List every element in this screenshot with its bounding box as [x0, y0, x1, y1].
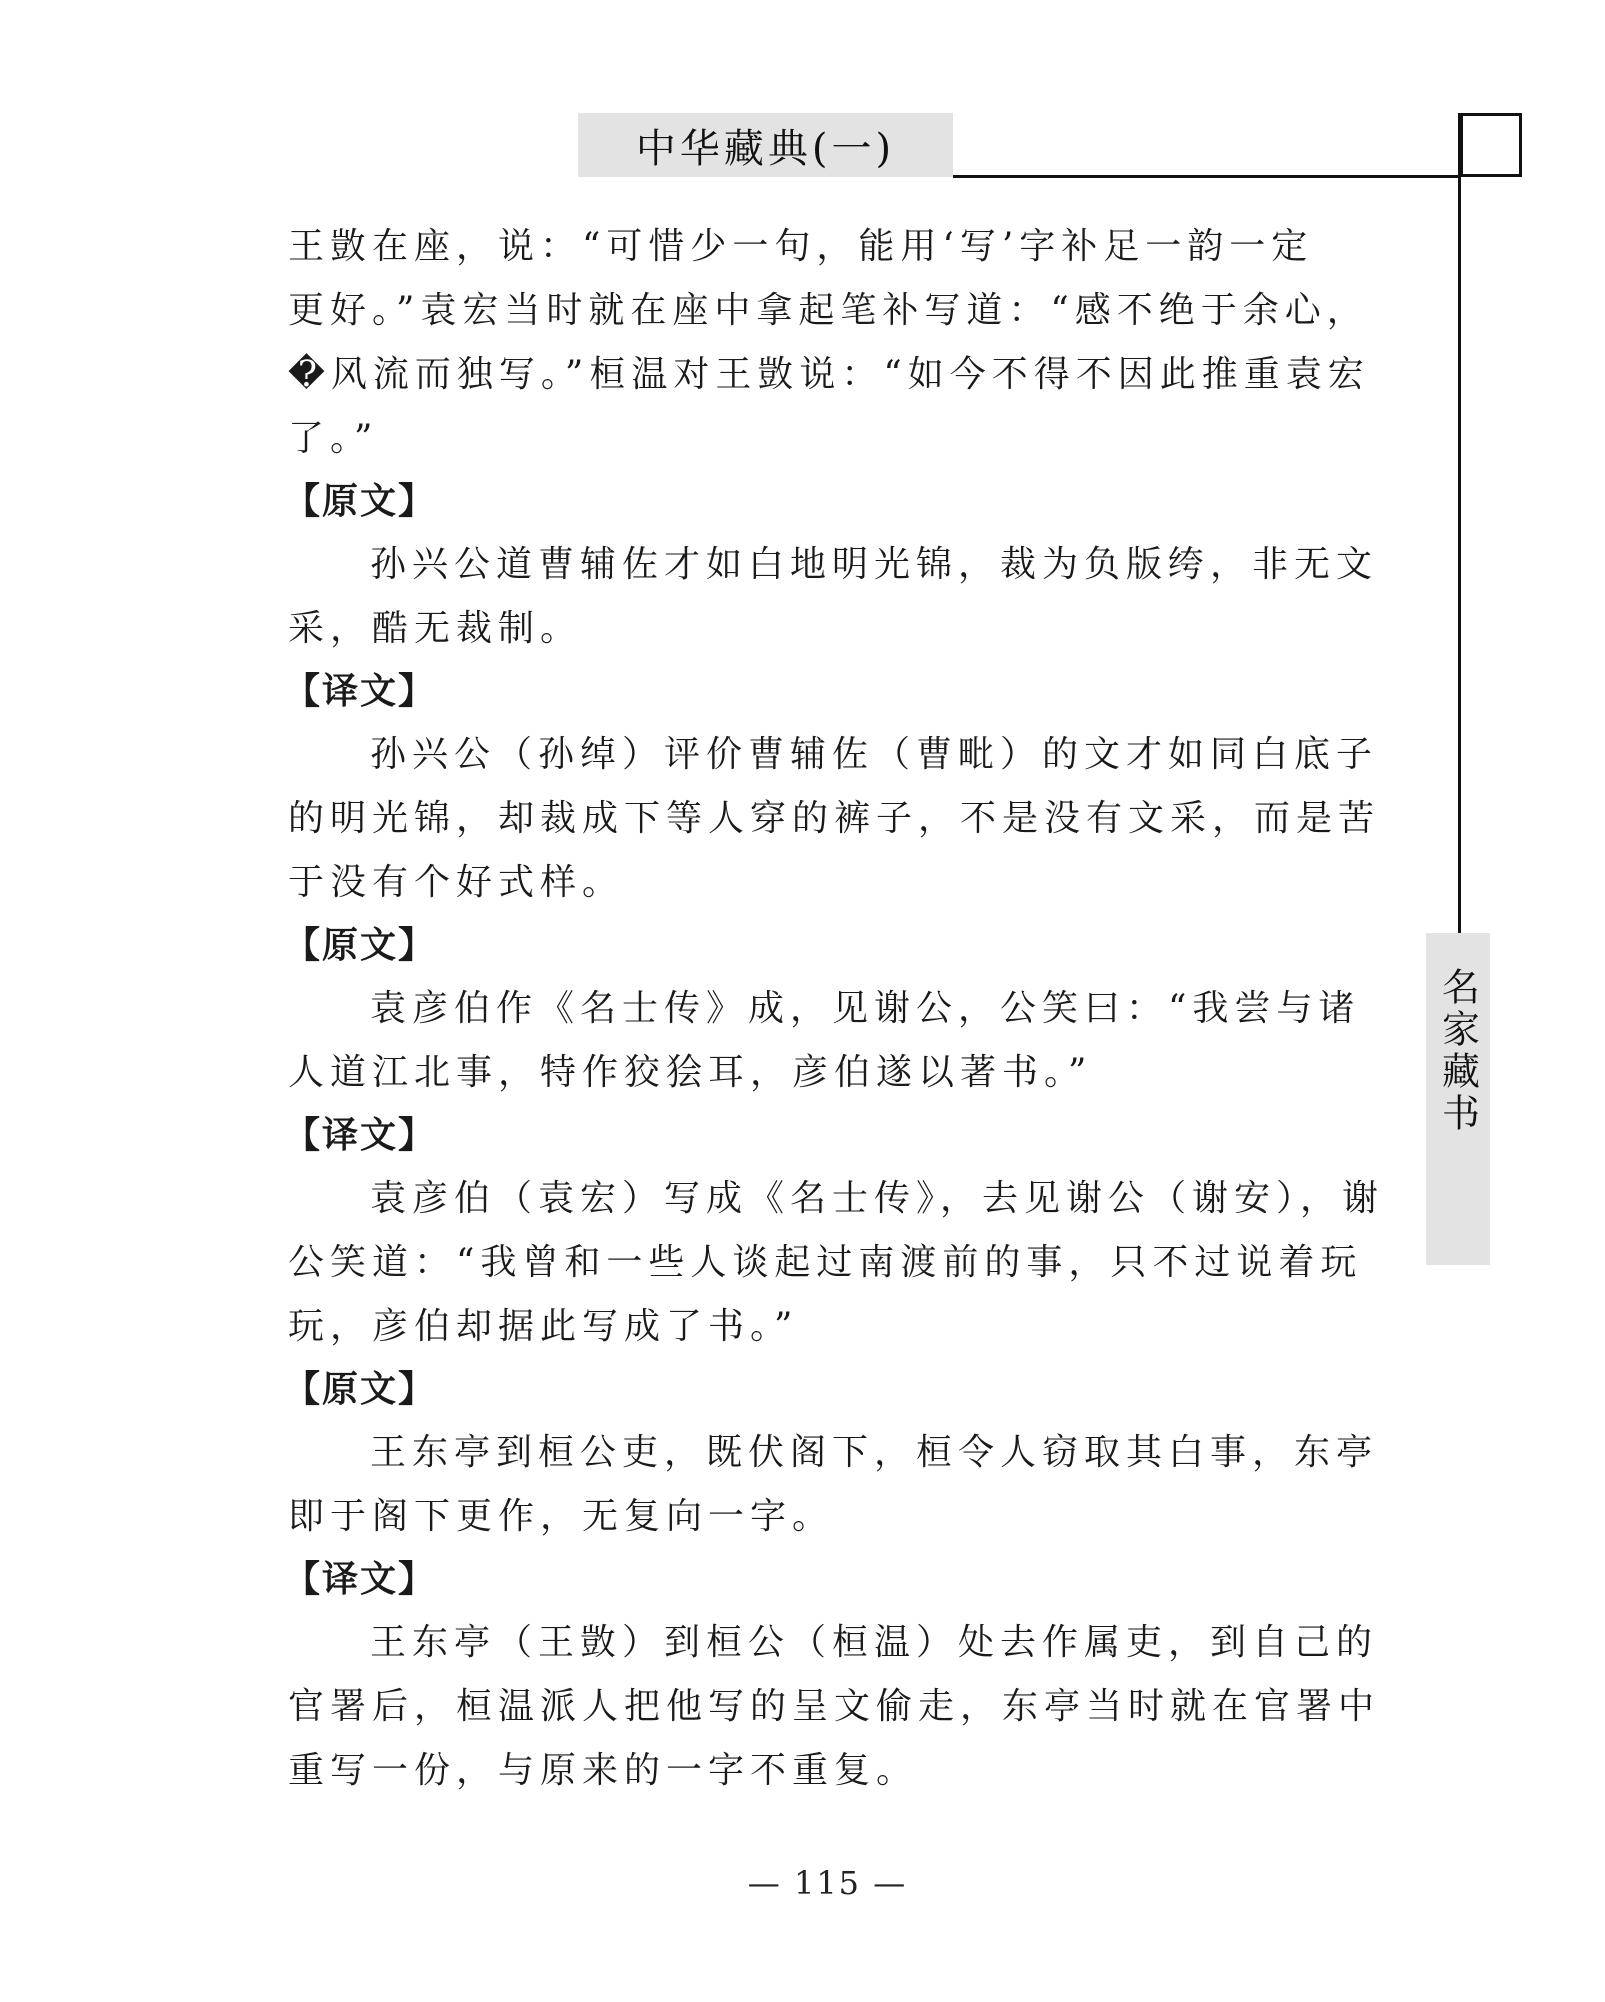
- body-line: �风流而独写。”桓温对王敳说：“如今不得不因此推重袁宏: [288, 354, 1370, 395]
- body-line: 官署后，桓温派人把他写的呈文偷走，东亭当时就在官署中: [288, 1686, 1381, 1727]
- body-line: 即于阁下更作，无复向一字。: [288, 1496, 835, 1537]
- side-section-tab-label: 名家藏书: [1435, 967, 1480, 1135]
- side-section-tab: [1426, 933, 1490, 1265]
- running-header-title: 中华藏典(一): [578, 113, 953, 177]
- section-heading-original: 【原文】: [284, 481, 437, 522]
- section-heading-translation: 【译文】: [284, 671, 437, 712]
- body-line: 的明光锦，却裁成下等人穿的裤子，不是没有文采，而是苦: [288, 798, 1381, 839]
- page-body: [284, 215, 1385, 1803]
- body-line: 了。”: [288, 418, 379, 459]
- header-rule: [953, 175, 1460, 178]
- body-line: 王东亭到桓公吏，既伏阁下，桓令人窃取其白事，东亭: [370, 1432, 1379, 1473]
- body-line: 于没有个好式样。: [288, 862, 625, 903]
- header-corner-box: [1460, 113, 1522, 177]
- body-line: 王东亭（王敳）到桓公（桓温）处去作属吏，到自己的: [370, 1622, 1379, 1663]
- body-line: 孙兴公（孙绰）评价曹辅佐（曹毗）的文才如同白底子: [370, 734, 1379, 775]
- page-number: — 115 —: [747, 1864, 908, 1902]
- margin-vertical-rule: [1458, 113, 1461, 933]
- body-line: 公笑道：“我曾和一些人谈起过南渡前的事，只不过说着玩: [288, 1242, 1363, 1283]
- body-line: 王敳在座，说：“可惜少一句，能用‘写’字补足一韵一定: [288, 226, 1314, 267]
- body-line: 更好。”袁宏当时就在座中拿起笔补写道：“感不绝于余心，: [288, 290, 1369, 331]
- section-heading-translation: 【译文】: [284, 1559, 437, 1600]
- section-heading-translation: 【译文】: [284, 1115, 437, 1156]
- section-heading-original: 【原文】: [284, 925, 437, 966]
- section-heading-original: 【原文】: [284, 1369, 437, 1410]
- body-line: 重写一份，与原来的一字不重复。: [288, 1750, 919, 1791]
- body-line: 袁彦伯作《名士传》成，见谢公，公笑曰：“我尝与诸: [370, 988, 1361, 1029]
- body-line: 采，酷无裁制。: [288, 608, 583, 649]
- body-line: 袁彦伯（袁宏）写成《名士传》，去见谢公（谢安），谢: [370, 1178, 1385, 1219]
- body-line: 孙兴公道曹辅佐才如白地明光锦，裁为负版绔，非无文: [370, 544, 1379, 585]
- body-line: 玩，彦伯却据此写成了书。”: [288, 1306, 799, 1347]
- body-line: 人道江北事，特作狡狯耳，彦伯遂以著书。”: [288, 1052, 1093, 1093]
